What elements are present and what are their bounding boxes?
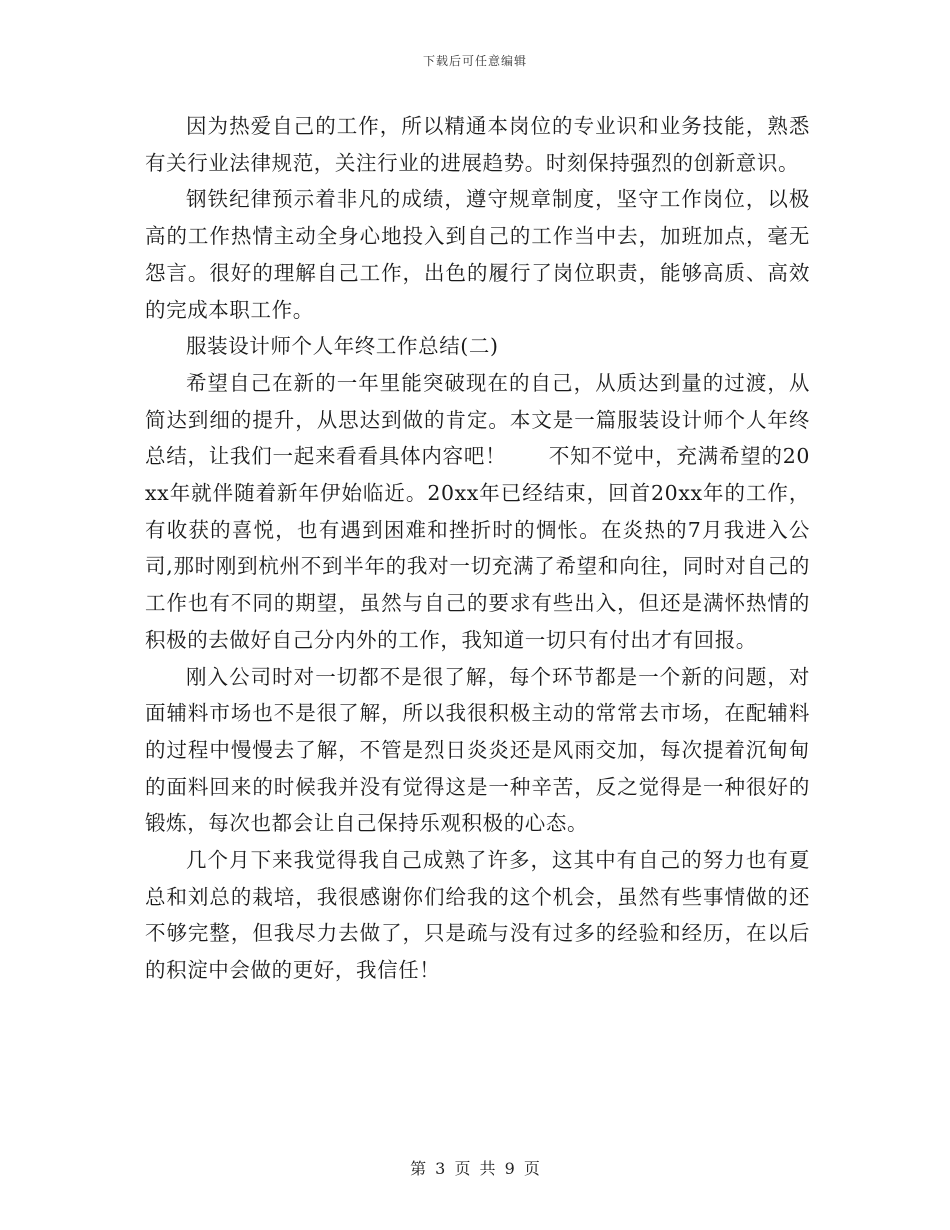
page-footer: 第 3 页 共 9 页 [410,1159,540,1178]
paragraph-3: 希望自己在新的一年里能突破现在的自己，从质达到量的过渡，从简达到细的提升，从思达到做的肯定。本文是一篇服装设计师个人年终总结，让我们一起来看看具体内容吧！ 不知不觉中，充满希望的20xx年就伴随着新年伊始临近。20xx年已经结束，回首20xx年的工作，有收获的喜悦，也有遇到困难和挫折时的惆怅。在炎热的7月我进入公司,那时刚到杭州不到半年的我对一切充满了希望和向往，同时对自己的工作也有不同的期望，虽然与自己的要求有些出入，但还是满怀热情的积极的去做好自己分内外的工作，我知道一切只有付出才有回报。 [145,370,810,652]
paragraph-1: 因为热爱自己的工作，所以精通本岗位的专业识和业务技能，熟悉有关行业法律规范，关注行业的进展趋势。时刻保持强烈的创新意识。 [145,114,810,175]
paragraph-4: 刚入公司时对一切都不是很了解，每个环节都是一个新的问题，对面辅料市场也不是很了解，所以我很积极主动的常常去市场，在配辅料的过程中慢慢去了解，不管是烈日炎炎还是风雨交加，每次提着沉甸甸的面料回来的时候我并没有觉得这是一种辛苦，反之觉得是一种很好的锻炼，每次也都会让自己保持乐观积极的心态。 [145,664,810,836]
section-subtitle: 服装设计师个人年终工作总结(二) [186,334,499,359]
document-body [145,108,810,989]
page-header: 下载后可任意编辑 [422,54,527,68]
paragraph-2: 钢铁纪律预示着非凡的成绩，遵守规章制度，坚守工作岗位，以极高的工作热情主动全身心地投入到自己的工作当中去，加班加点，毫无怨言。很好的理解自己工作，出色的履行了岗位职责，能够高质、高效的完成本职工作。 [145,187,810,322]
paragraph-5: 几个月下来我觉得我自己成熟了许多，这其中有自己的努力也有夏总和刘总的栽培，我很感谢你们给我的这个机会，虽然有些事情做的还不够完整，但我尽力去做了，只是疏与没有过多的经验和经历，在以后的积淀中会做的更好，我信任！ [145,848,810,983]
